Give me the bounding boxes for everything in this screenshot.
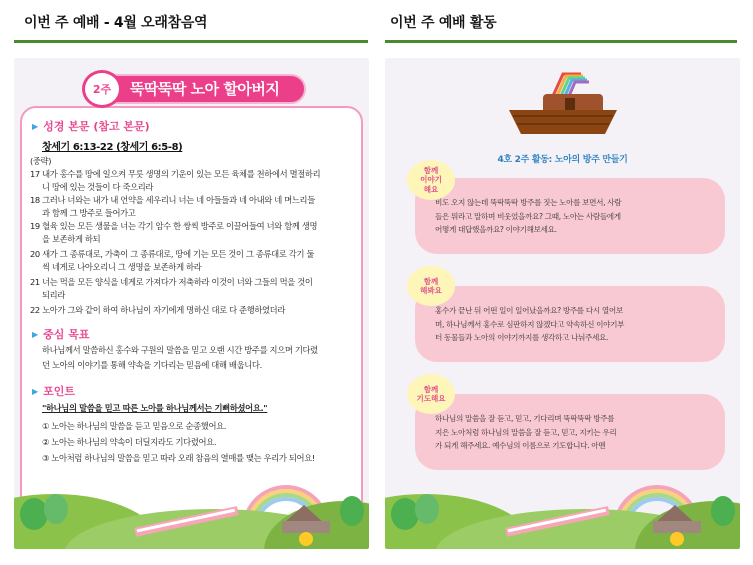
worship-lesson-page <box>14 58 369 549</box>
lesson-title: 뚝딱뚝딱 노아 할아버지 <box>130 80 280 98</box>
scripture-line: 22 노아가 그와 같이 하여 하나님이 자기에게 명하신 대로 다 준행하였더라 <box>30 305 286 315</box>
ark-illustration <box>503 66 623 144</box>
card-text: 홍수가 끝난 뒤 어떤 일이 일어났을까요? 방주를 다시 열어보 며, 하나님께서 홍수로 심판하지 않겠다고 약속하신 이야기부 터 동물들과 노아의 이야기까지를 생각하고 나눠주세요. <box>435 306 625 342</box>
do-together-badge: 함께 해봐요 <box>407 266 455 306</box>
point-quote: "하나님의 말씀을 믿고 따른 노아를 하나님께서는 기뻐하셨어요." <box>42 403 268 413</box>
activity-page <box>385 58 740 549</box>
goal-line: 던 노아의 이야기를 통해 약속을 기다리는 믿음에 대해 배웁니다. <box>42 360 262 370</box>
scripture-line: 17 내가 홍수를 땅에 일으켜 무릇 생명의 기운이 있는 모든 육체를 천하에서 멸절하리 <box>30 169 321 179</box>
card-text: 하나님의 말씀을 잘 듣고, 믿고, 기다리며 뚝딱뚝딱 방주를 지은 노아처럼 하나님의 말씀을 잘 듣고, 믿고, 지키는 우리 가 되게 해주세요. 예수님의 이름으로 기도합니다. 아멘 <box>435 414 617 450</box>
card-text: 비도 오지 않는데 뚝딱뚝딱 방주를 짓는 노아를 보면서, 사람 들은 뭐라고 말하며 비웃었을까요? 그때, 노아는 사람들에게 어떻게 대답했을까요? 이야기해보세요. <box>435 198 622 234</box>
do-together-card <box>415 286 725 362</box>
scripture-line: 과 함께 그 방주로 들어가고 <box>42 208 136 218</box>
scripture-line: 20 새가 그 종류대로, 가축이 그 종류대로, 땅에 기는 모든 것이 그 종류대로 각기 둘 <box>30 249 315 259</box>
activity-title: 4호 2주 활동: 노아의 방주 만들기 <box>497 155 628 165</box>
scripture-line: (중략) <box>30 156 52 166</box>
right-section-title: 이번 주 예배 활동 <box>390 15 497 31</box>
talk-together-card <box>415 178 725 254</box>
pray-together-badge: 함께 기도해요 <box>407 374 455 414</box>
landscape-illustration <box>14 459 369 549</box>
goal-line: 하나님께서 말씀하신 홍수와 구원의 말씀을 믿고 오랜 시간 방주를 지으며 기다렸 <box>42 345 318 355</box>
landscape-illustration <box>385 459 740 549</box>
point-item: ② 노아는 하나님의 약속이 더딜지라도 기다렸어요. <box>42 437 217 447</box>
scripture-line: 씩 네게로 나아오리니 그 생명을 보존하게 하라 <box>42 262 202 272</box>
left-header-divider <box>14 40 368 43</box>
left-section-title: 이번 주 예배 - 4월 오래참음역 <box>24 15 208 31</box>
right-header-divider <box>385 40 737 43</box>
scripture-line: 을 보존하게 하되 <box>42 234 101 244</box>
scripture-reference: 창세기 6:13-22 (창세기 6:5-8) <box>42 142 183 153</box>
talk-together-badge: 함께 이야기 해요 <box>407 160 455 200</box>
point-item: ③ 노아처럼 하나님의 말씀을 믿고 따라 오래 참음의 열매를 맺는 우리가 되어요! <box>42 453 315 463</box>
scripture-line: 니 땅에 있는 것들이 다 죽으리라 <box>42 182 154 192</box>
week-badge: 2주 <box>82 70 122 108</box>
scripture-heading: ▶ 성경 본문 (참고 본문) <box>32 118 150 134</box>
scripture-line: 18 그러나 너와는 내가 내 언약을 세우리니 너는 네 아들들과 네 아내와 네 며느리들 <box>30 195 315 205</box>
scripture-line: 19 혈육 있는 모든 생물을 너는 각기 암수 한 쌍씩 방주로 이끌어들여 너와 함께 생명 <box>30 221 318 231</box>
scripture-line: 되리라 <box>42 290 65 300</box>
point-heading: ▶ 포인트 <box>32 383 75 399</box>
point-item: ① 노아는 하나님의 말씀을 듣고 믿음으로 순종했어요. <box>42 421 227 431</box>
scripture-line: 21 너는 먹을 모든 양식을 네게로 가져다가 저축하라 이것이 너와 그들의 먹을 것이 <box>30 277 313 287</box>
goal-heading: ▶ 중심 목표 <box>32 326 90 342</box>
